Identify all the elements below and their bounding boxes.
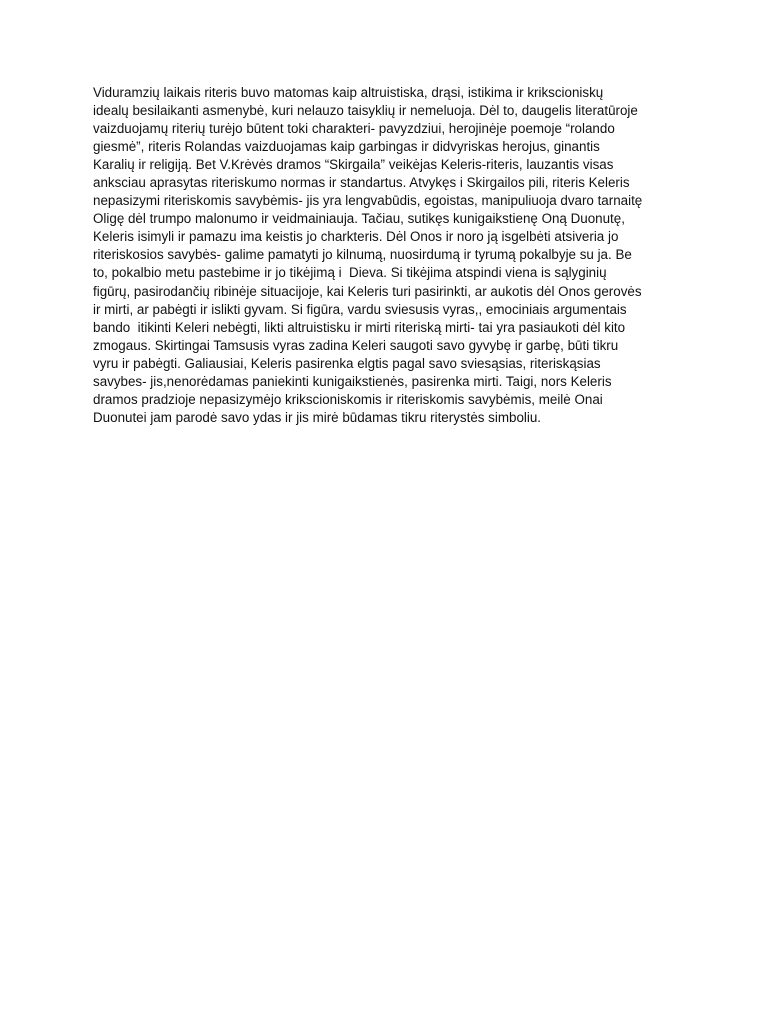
paragraph-line: figūrų, pasirodančių ribinėje situacijoje, kai Keleris turi pasirinkti, ar aukotis dėl Onos gerovės <box>93 283 642 299</box>
paragraph-line: riteriskosios savybės- galime pamatyti jo kilnumą, nuosirdumą ir tyrumą pokalbyje su ja. Be <box>93 247 632 263</box>
essay-paragraph <box>93 84 693 427</box>
paragraph-line: idealų besilaikanti asmenybė, kuri nelauzo taisyklių ir nemeluoja. Dėl to, daugelis literatūroje <box>93 103 638 119</box>
paragraph-line: vyru ir pabėgti. Galiausiai, Keleris pasirenka elgtis pagal savo sviesąsias, riteriskąsias <box>93 355 601 371</box>
paragraph-line: zmogaus. Skirtingai Tamsusis vyras zadina Keleri saugoti savo gyvybę ir garbę, būti tikru <box>93 337 619 353</box>
paragraph-line: Viduramzių laikais riteris buvo matomas kaip altruistiska, drąsi, istikima ir krikscioniskų <box>93 85 604 100</box>
paragraph-line: vaizduojamų riterių turėjo būtent toki charakteri- pavyzdziui, herojinėje poemoje “rolando <box>93 121 615 137</box>
paragraph-line: anksciau aprasytas riteriskumo normas ir standartus. Atvykęs i Skirgailos pili, riteris Keleris <box>93 175 630 191</box>
paragraph-line: giesmė”, riteris Rolandas vaizduojamas kaip garbingas ir didvyriskas herojus, ginantis <box>93 139 600 155</box>
paragraph-line: to, pokalbio metu pastebime ir jo tikėjimą i Dieva. Si tikėjima atspindi viena is sąlyginių <box>93 265 607 281</box>
paragraph-line: dramos pradzioje nepasizymėjo krikscioniskomis ir riteriskomis savybėmis, meilė Onai <box>93 391 603 407</box>
paragraph-line: nepasizymi riteriskomis savybėmis- jis yra lengvabūdis, egoistas, manipuliuoja dvaro tarnaitę <box>93 193 643 209</box>
paragraph-line: savybes- jis,nenorėdamas paniekinti kunigaikstienės, pasirenka mirti. Taigi, nors Keleris <box>93 373 612 389</box>
paragraph-line: Keleris isimyli ir pamazu ima keistis jo charkteris. Dėl Onos ir noro ją isgelbėti atsiveria jo <box>93 229 619 245</box>
paragraph-line: Karalių ir religiją. Bet V.Krėvės dramos “Skirgaila” veikėjas Keleris-riteris, lauzantis visas <box>93 157 614 173</box>
paragraph-line: ir mirti, ar pabėgti ir islikti gyvam. Si figūra, vardu sviesusis vyras,, emociniais argumentais <box>93 301 627 317</box>
paragraph-line: Duonutei jam parodė savo ydas ir jis mirė būdamas tikru riterystės simboliu. <box>93 409 542 425</box>
paragraph-line: bando itikinti Keleri nebėgti, likti altruistisku ir mirti riteriską mirti- tai yra pasiaukoti dėl kito <box>93 319 626 335</box>
paragraph-line: Oligę dėl trumpo malonumo ir veidmainiauja. Tačiau, sutikęs kunigaikstienę Oną Duonutę, <box>93 211 625 227</box>
